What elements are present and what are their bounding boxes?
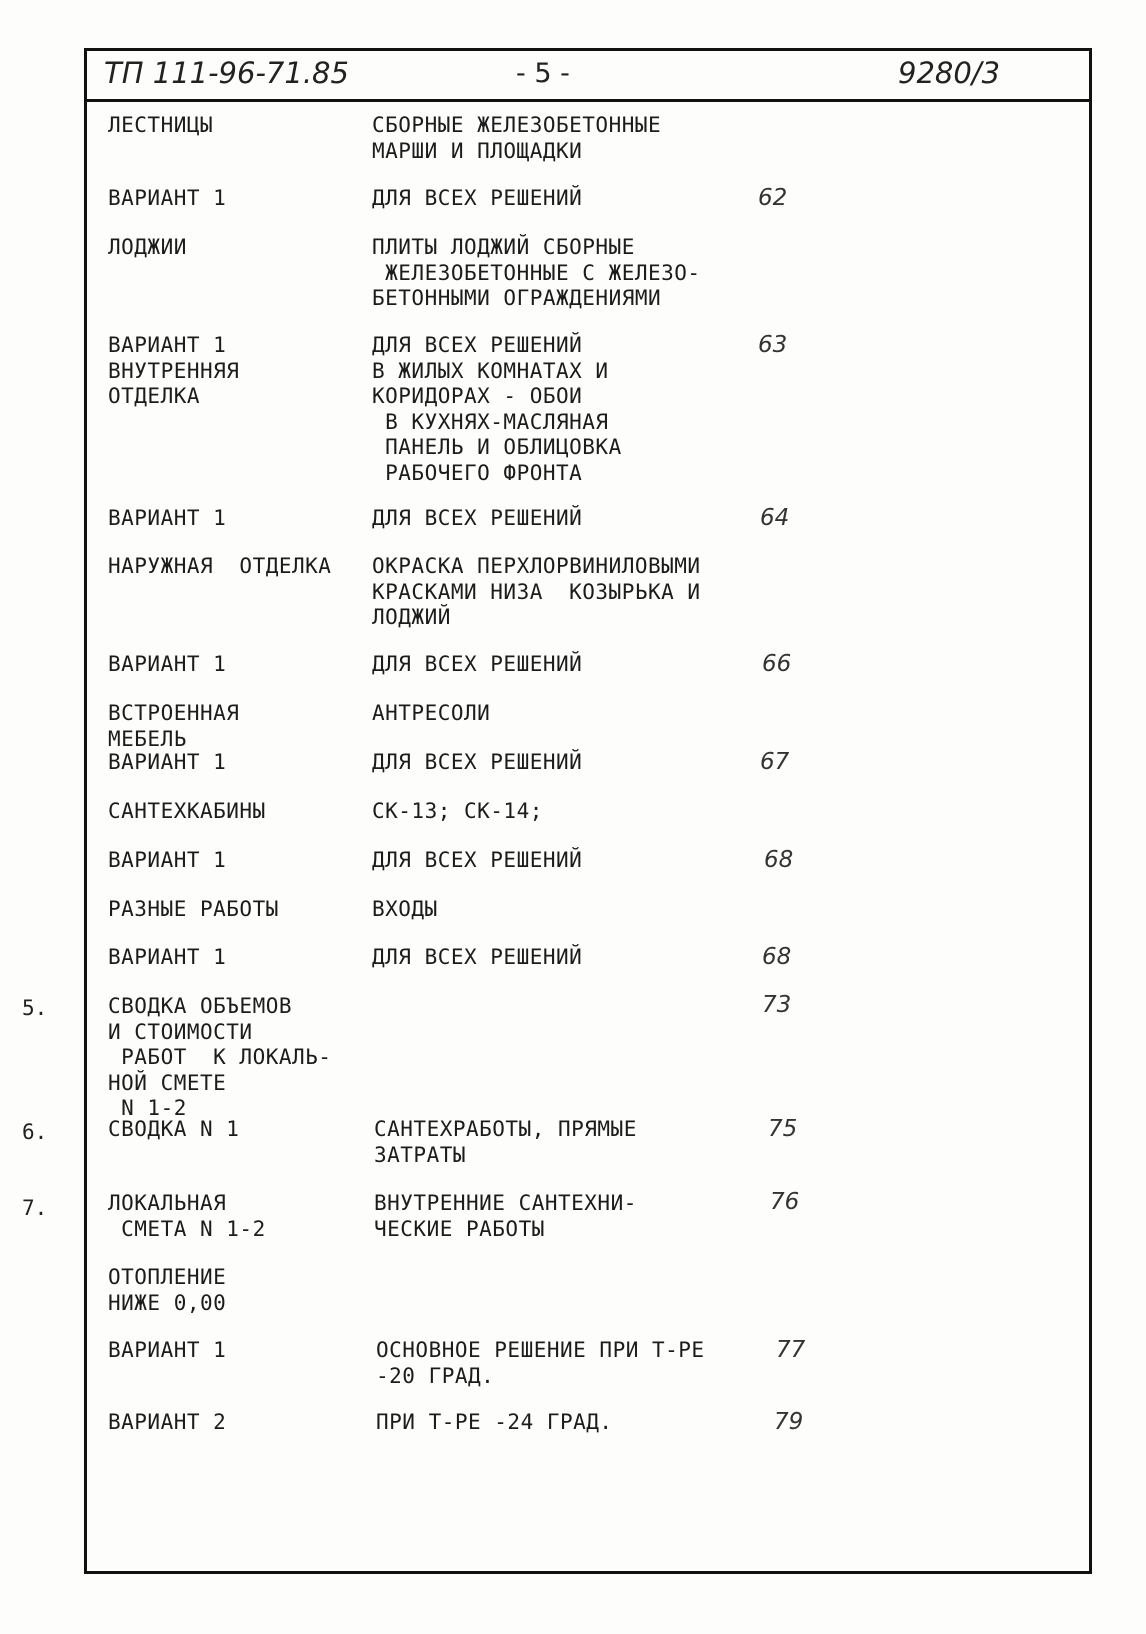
row-14-description: САНТЕХРАБОТЫ, ПРЯМЫЕ ЗАТРАТЫ [374, 1117, 637, 1167]
row-6-section: ВАРИАНТ 1 [108, 652, 227, 676]
row-17-page: 77 [776, 1337, 806, 1363]
row-4-section: ВАРИАНТ 1 [108, 506, 227, 530]
row-17-section: ВАРИАНТ 1 [108, 1338, 227, 1362]
row-15-description: ВНУТРЕННИЕ САНТЕХНИ- ЧЕСКИЕ РАБОТЫ [374, 1191, 637, 1241]
row-9-description: СК-13; СК-14; [372, 799, 543, 823]
row-2-section: ЛОДЖИИ [108, 235, 187, 259]
row-9-section: САНТЕХКАБИНЫ [108, 799, 266, 823]
row-11-description: ВХОДЫ [372, 897, 438, 921]
row-7-description: АНТРЕСОЛИ [372, 701, 491, 725]
row-0-description: СБОРНЫЕ ЖЕЛЕЗОБЕТОННЫЕ МАРШИ И ПЛОЩАДКИ [372, 113, 662, 163]
row-5-section: НАРУЖНАЯ ОТДЕЛКА [108, 554, 332, 578]
row-8-description: ДЛЯ ВСЕХ РЕШЕНИЙ [372, 750, 583, 774]
document-code: ТП 111-96-71.85 [104, 56, 349, 90]
row-8-page: 67 [760, 749, 790, 775]
row-0-section: ЛЕСТНИЦЫ [108, 113, 214, 137]
row-1-description: ДЛЯ ВСЕХ РЕШЕНИЙ [372, 186, 583, 210]
row-13-page: 73 [762, 992, 792, 1018]
page-number: - 5 - [516, 58, 570, 89]
item-number-6: 6. [22, 1120, 48, 1144]
row-6-page: 66 [762, 651, 792, 677]
row-18-section: ВАРИАНТ 2 [108, 1410, 227, 1434]
row-3-page: 63 [758, 332, 788, 358]
archive-number: 9280/3 [898, 56, 1001, 90]
row-4-description: ДЛЯ ВСЕХ РЕШЕНИЙ [372, 506, 583, 530]
row-1-page: 62 [758, 185, 788, 211]
row-15-page: 76 [770, 1189, 800, 1215]
item-number-7: 7. [22, 1196, 48, 1220]
row-13-section: СВОДКА ОБЪЕМОВ И СТОИМОСТИ РАБОТ К ЛОКАЛЬ- НОЙ СМЕТЕ N 1-2 [108, 994, 332, 1120]
row-10-description: ДЛЯ ВСЕХ РЕШЕНИЙ [372, 848, 583, 872]
row-18-page: 79 [774, 1409, 804, 1435]
row-16-section: ОТОПЛЕНИЕ НИЖЕ 0,00 [108, 1265, 227, 1315]
row-10-page: 68 [764, 847, 794, 873]
row-1-section: ВАРИАНТ 1 [108, 186, 227, 210]
row-12-description: ДЛЯ ВСЕХ РЕШЕНИЙ [372, 945, 583, 969]
row-14-section: СВОДКА N 1 [108, 1117, 240, 1141]
row-10-section: ВАРИАНТ 1 [108, 848, 227, 872]
row-12-page: 68 [762, 944, 792, 970]
row-12-section: ВАРИАНТ 1 [108, 945, 227, 969]
row-2-description: ПЛИТЫ ЛОДЖИЙ СБОРНЫЕ ЖЕЛЕЗОБЕТОННЫЕ С ЖЕЛЕЗО- БЕТОННЫМИ ОГРАЖДЕНИЯМИ [372, 235, 701, 310]
row-4-page: 64 [760, 505, 790, 531]
row-3-description: ДЛЯ ВСЕХ РЕШЕНИЙ В ЖИЛЫХ КОМНАТАХ И КОРИДОРАХ - ОБОИ В КУХНЯХ-МАСЛЯНАЯ ПАНЕЛЬ И ОБЛИЦОВКА РАБОЧЕГО ФРОНТА [372, 333, 622, 485]
row-3-section: ВАРИАНТ 1 ВНУТРЕННЯЯ ОТДЕЛКА [108, 333, 240, 408]
row-7-section: ВСТРОЕННАЯ МЕБЕЛЬ [108, 701, 240, 751]
row-17-description: ОСНОВНОЕ РЕШЕНИЕ ПРИ Т-РЕ -20 ГРАД. [376, 1338, 705, 1388]
row-6-description: ДЛЯ ВСЕХ РЕШЕНИЙ [372, 652, 583, 676]
row-8-section: ВАРИАНТ 1 [108, 750, 227, 774]
row-15-section: ЛОКАЛЬНАЯ СМЕТА N 1-2 [108, 1191, 266, 1241]
row-14-page: 75 [768, 1116, 798, 1142]
row-5-description: ОКРАСКА ПЕРХЛОРВИНИЛОВЫМИ КРАСКАМИ НИЗА КОЗЫРЬКА И ЛОДЖИЙ [372, 554, 701, 629]
row-18-description: ПРИ Т-РЕ -24 ГРАД. [376, 1410, 613, 1434]
row-11-section: РАЗНЫЕ РАБОТЫ [108, 897, 279, 921]
item-number-5: 5. [22, 996, 48, 1020]
